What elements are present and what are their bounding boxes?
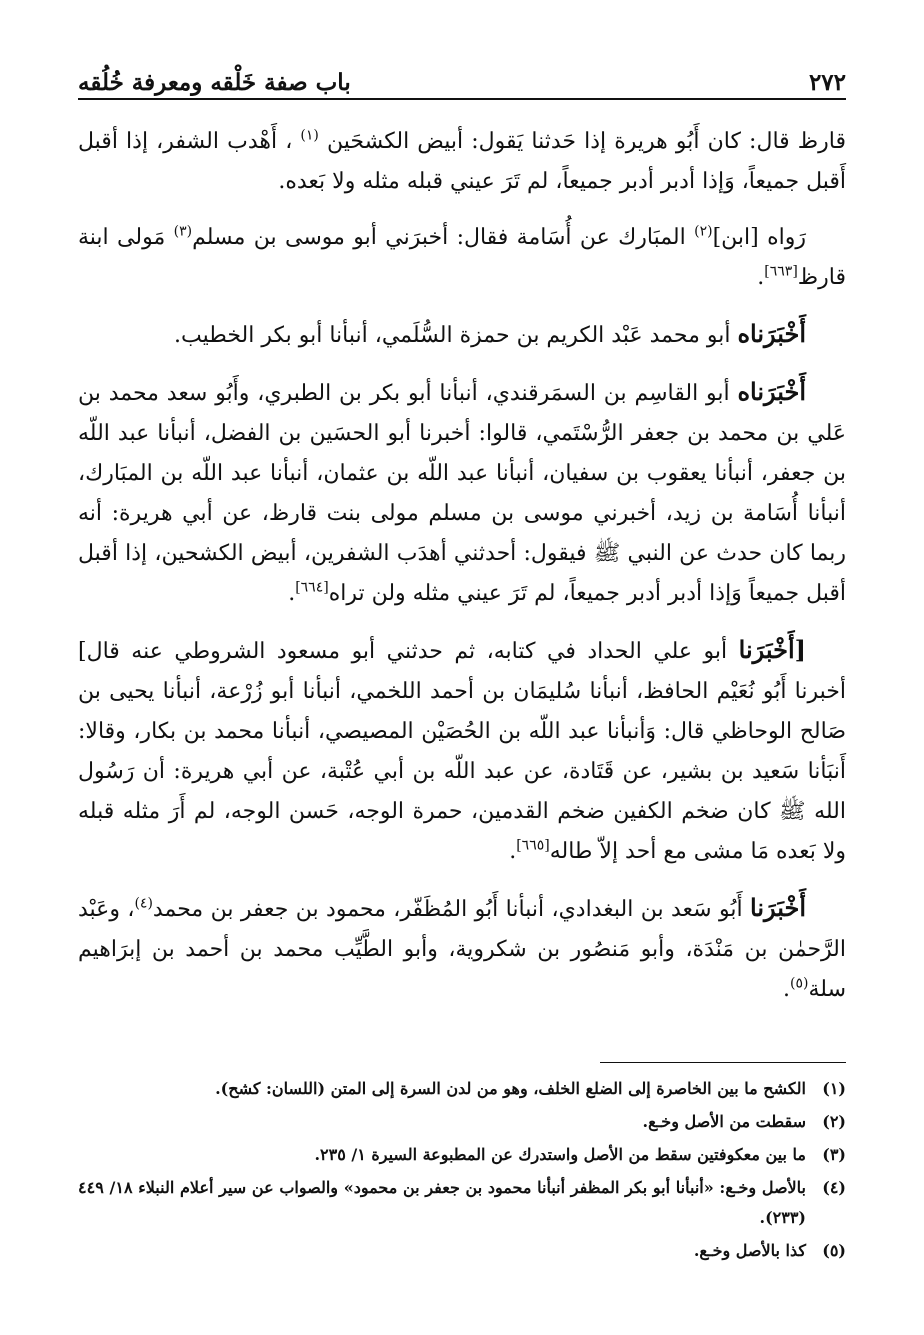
isnad-lead: أَخْبَرَناه <box>737 319 806 348</box>
footnote-text: بالأصل وخـع: «أنبأنا أبو بكر المظفر أنبأنا محمود بن جعفر بن محمود» والصواب عن سير أعلام النبلاء ١٨/ ٤٤٩ (٢٣٣). <box>78 1178 807 1227</box>
paragraph-text: مَولى ابنة قارظ <box>78 225 846 290</box>
main-text <box>78 122 846 1026</box>
paragraph-text: . <box>783 977 791 1002</box>
footnote <box>78 1140 846 1170</box>
paragraph-text: أبو القاسِم بن السمَرقندي، أنبأنا أبو بكر بن الطبري، وأَبُو سعد محمد بن عَلي بن محمد بن جعفر الرُّسْتَمي، قالوا: أخبرنا أبو الحسَين بن الفضل، أنبأنا عبد اللّه بن جعفر، أنبأنا يعقوب بن سفيان، أنبأنا عبد اللّه بن عثمان، أنبأنا عبد اللّه بن المبَارك، أنبأنا أُسَامة بن زيد، أخبرني موسى بن مسلم مولى بنت قارظ، عن أبي هريرة: أنه ربما كان حدث عن النبي ﷺ فيقول: أحدثني أهدَب الشفرين، أبيض الكشحين، إذا أقبل أقبل جميعاً وَإذا أدبر أدبر جميعاً، لم تَرَ عيني مثله ولن تراه <box>78 381 846 606</box>
footnote-number: (٤) <box>822 1178 846 1197</box>
footnote-number: (٥) <box>822 1241 846 1260</box>
paragraph <box>78 218 846 298</box>
paragraph-text: المبَارك عن أُسَامة فقال: أخبرَني أبو موسى بن مسلم <box>192 225 695 250</box>
footnote-marker[interactable]: (٥) <box>790 975 809 992</box>
footnote-marker[interactable]: [٦٦٤] <box>295 579 329 596</box>
paragraph-text: . <box>509 839 517 864</box>
paragraph-text: قارظ قال: كان أَبُو هريرة إذا حَدثنا يَقول: أبيض الكشحَين <box>318 129 846 154</box>
paragraph <box>78 314 846 356</box>
footnote-marker[interactable]: [٦٦٣] <box>764 263 798 280</box>
paragraph-text: أبو محمد عَبْد الكريم بن حمزة السُّلَمي، أنبأنا أبو بكر الخطيب. <box>174 323 738 348</box>
isnad-lead: أَخْبَرَناه <box>737 377 806 406</box>
chapter-title: باب صفة خَلْقه ومعرفة خُلُقه <box>78 69 351 96</box>
footnote-separator <box>600 1062 846 1063</box>
paragraph <box>78 372 846 614</box>
footnotes <box>78 1074 846 1269</box>
footnote-text: الكشح ما بين الخاصرة إلى الضلع الخلف، وهو من لدن السرة إلى المتن (اللسان: كشح). <box>215 1079 806 1098</box>
page-header <box>78 52 846 100</box>
footnote-marker[interactable]: [٦٦٥] <box>516 837 550 854</box>
paragraph-text: . <box>288 581 296 606</box>
paragraph-text: أَبُو سَعد بن البغدادي، أنبأنا أَبُو المُظَفّر، محمود بن جعفر بن محمد <box>152 897 751 922</box>
paragraph-text: ، أَهْدب الشفر، إذا أقبل أَقبل جميعاً، وَإذا أدبر أدبر جميعاً، لم تَرَ عيني قبله مثله ولا بَعده. <box>78 129 846 194</box>
paragraph-text: أبو علي الحداد في كتابه، ثم حدثني أبو مسعود الشروطي عنه قال] أخبرنا أَبُو نُعَيْم الحافظ، أنبأنا سُليمَان بن أحمد اللخمي، أنبأنا أبو زُرْعة، أنبأنا يحيى بن صَالح الوحاظي قال: وَأنبأنا عبد اللّه بن الحُصَيْن المصيصي، أنبأنا محمد بن بكار، وقالا: أَنبَأنا سَعيد بن بشير، عن قَتَادة، عن عبد اللّه بن أبي عُتْبة، عن أبي هريرة: أن رَسُول الله ﷺ كان ضخم الكفين ضخم القدمين، حمرة الوجه، حَسن الوجه، لم أَرَ مثله قبله ولا بَعده مَا مشى مع أحد إلاّ طاله <box>78 639 846 864</box>
footnote <box>78 1074 846 1104</box>
paragraph <box>78 122 846 202</box>
header-rule <box>78 98 846 100</box>
footnote-text: ما بين معكوفتين سقط من الأصل واستدرك عن المطبوعة السيرة ١/ ٢٣٥. <box>314 1145 806 1164</box>
footnote <box>78 1236 846 1266</box>
isnad-lead: أَخْبَرَنا <box>750 893 807 922</box>
footnote-marker[interactable]: (٣) <box>173 223 193 240</box>
isnad-lead: [أَخْبَرَنا <box>738 635 806 664</box>
footnote <box>78 1173 846 1233</box>
paragraph-text: رَواه [ابن] <box>712 225 806 250</box>
footnote-marker[interactable]: (١) <box>300 127 319 144</box>
footnote-number: (١) <box>822 1079 846 1098</box>
footnote-marker[interactable]: (٢) <box>694 223 713 240</box>
footnote-text: سقطت من الأصل وخـع. <box>642 1112 806 1131</box>
paragraph <box>78 888 846 1010</box>
paragraph-text: . <box>757 265 765 290</box>
footnote-text: كذا بالأصل وخـع. <box>693 1241 806 1260</box>
footnote-marker[interactable]: (٤) <box>134 895 153 912</box>
paragraph-text: ، وعَبْد الرَّحمٰن بن مَنْدَة، وأبو مَنصُور بن شكروية، وأبو الطَّيِّب محمد بن أحمد بن إبرَاهيم سلة <box>78 897 846 1002</box>
paragraph <box>78 630 846 872</box>
footnote <box>78 1107 846 1137</box>
page-number: ٢٧٢ <box>808 69 846 96</box>
footnote-number: (٣) <box>822 1145 846 1164</box>
footnote-number: (٢) <box>822 1112 846 1131</box>
